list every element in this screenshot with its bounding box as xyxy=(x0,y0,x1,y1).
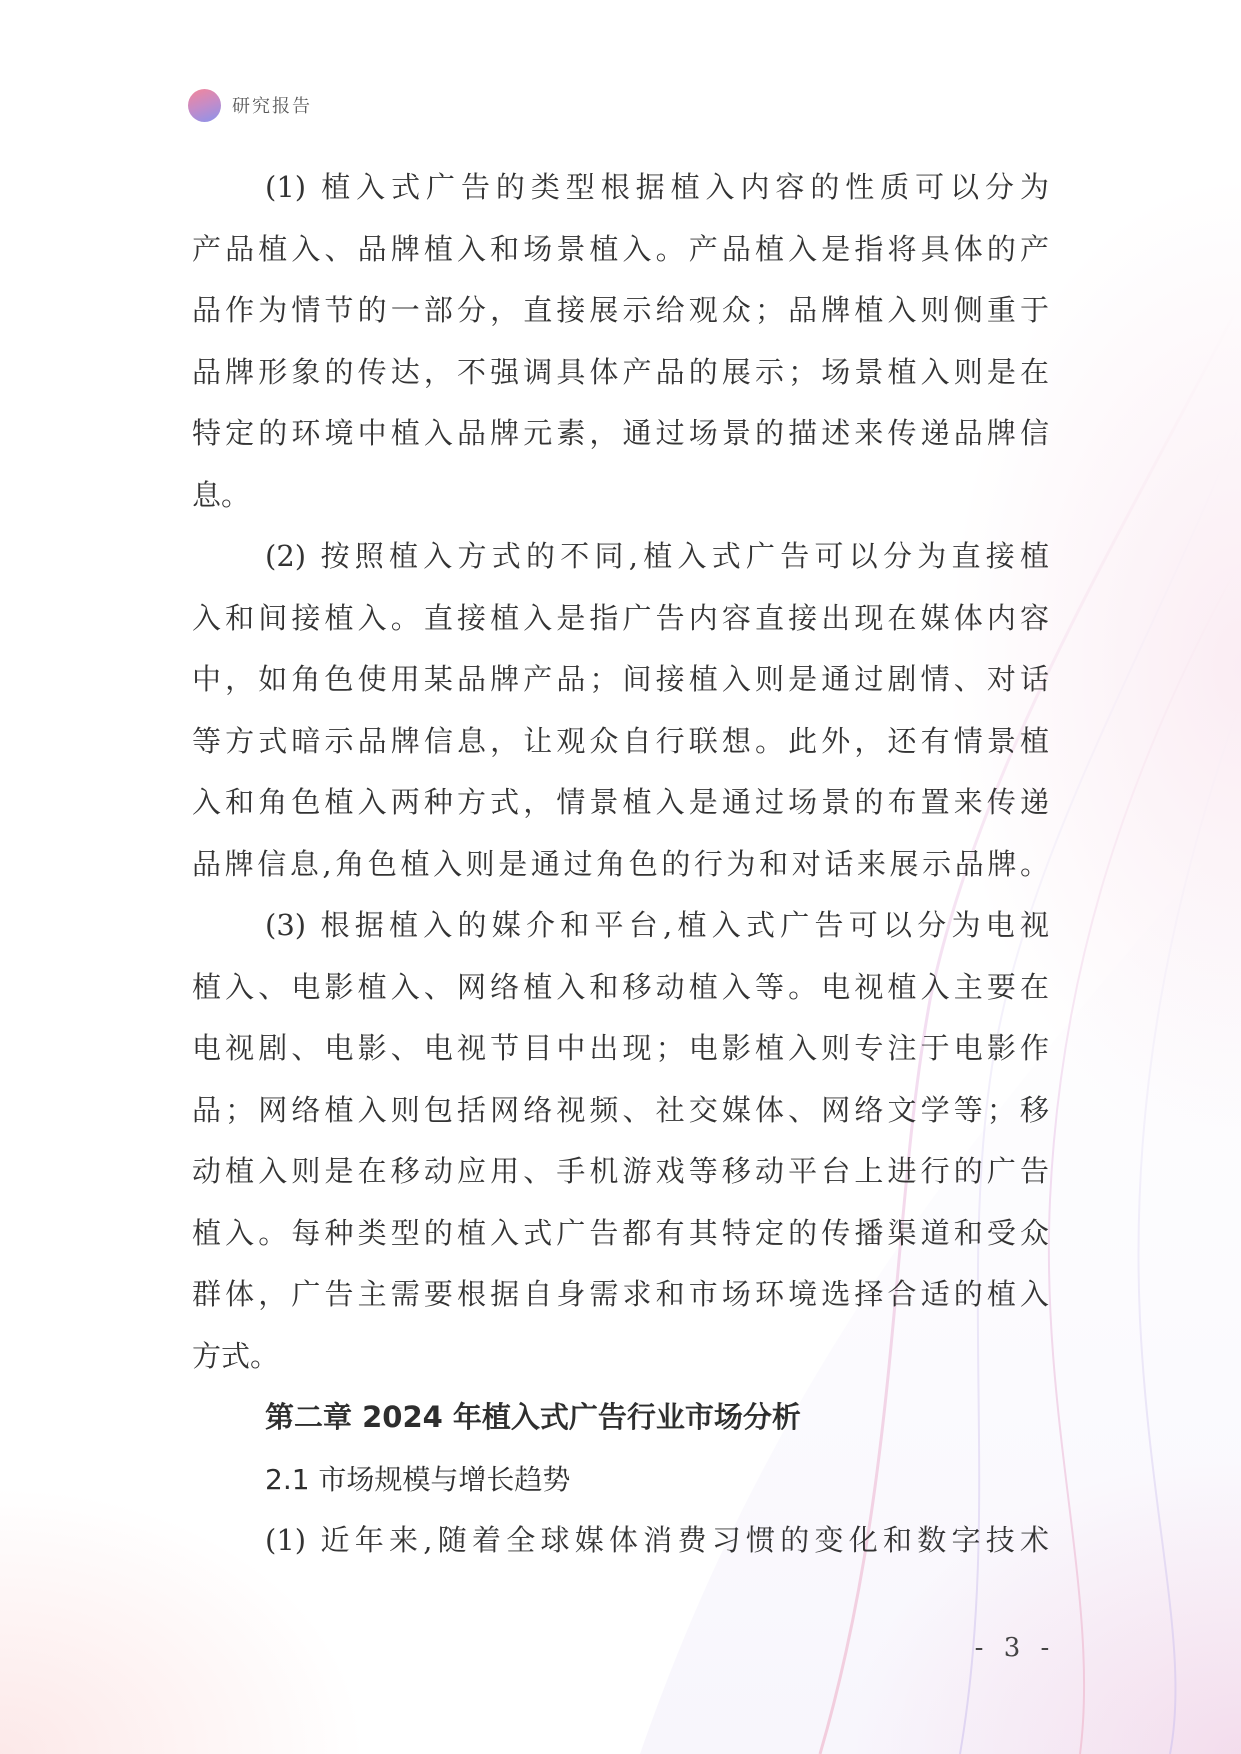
page-number: - 3 - xyxy=(974,1633,1056,1663)
paragraph-line: (3) 根据植入的媒介和平台,植入式广告可以分为电视 xyxy=(265,908,1049,942)
paragraph-line: 植入、电影植入、网络植入和移动植入等。电视植入主要在 xyxy=(192,969,1049,1004)
brand-logo-circle-icon xyxy=(188,89,221,122)
report-header xyxy=(188,88,312,122)
paragraph-line: (1) 近年来,随着全球媒体消费习惯的变化和数字技术 xyxy=(265,1523,1049,1557)
chapter-heading: 第二章 2024 年植入式广告行业市场分析 xyxy=(265,1400,801,1434)
header-title: 研究报告 xyxy=(232,96,312,117)
paragraph-4 xyxy=(192,1510,1049,1572)
paragraph-line: 品牌形象的传达，不强调具体产品的展示；场景植入则是在 xyxy=(192,354,1049,389)
paragraph-line: 息。 xyxy=(192,477,251,512)
paragraph-line: 品作为情节的一部分，直接展示给观众；品牌植入则侧重于 xyxy=(192,293,1049,327)
paragraph-line: 品；网络植入则包括网络视频、社交媒体、网络文学等；移 xyxy=(192,1092,1049,1127)
paragraph-line: 入和间接植入。直接植入是指广告内容直接出现在媒体内容 xyxy=(192,600,1049,635)
paragraph-line: 品牌信息,角色植入则是通过角色的行为和对话来展示品牌。 xyxy=(192,846,1049,881)
paragraph-2 xyxy=(192,526,1049,895)
section-subheading: 2.1 市场规模与增长趋势 xyxy=(265,1462,571,1496)
paragraph-line: (2) 按照植入方式的不同,植入式广告可以分为直接植 xyxy=(265,539,1049,573)
paragraph-line: 等方式暗示品牌信息，让观众自行联想。此外，还有情景植 xyxy=(192,723,1049,758)
paragraph-1 xyxy=(192,157,1049,526)
document-body xyxy=(192,157,1049,1572)
paragraph-line: 电视剧、电影、电视节目中出现；电影植入则专注于电影作 xyxy=(192,1031,1049,1065)
paragraph-line: (1) 植入式广告的类型根据植入内容的性质可以分为 xyxy=(265,170,1049,204)
paragraph-line: 入和角色植入两种方式，情景植入是通过场景的布置来传递 xyxy=(192,785,1049,819)
paragraph-line: 动植入则是在移动应用、手机游戏等移动平台上进行的广告 xyxy=(192,1154,1049,1188)
paragraph-line: 特定的环境中植入品牌元素，通过场景的描述来传递品牌信 xyxy=(192,416,1049,450)
paragraph-line: 中，如角色使用某品牌产品；间接植入则是通过剧情、对话 xyxy=(192,662,1049,696)
paragraph-line: 方式。 xyxy=(192,1338,280,1373)
paragraph-line: 植入。每种类型的植入式广告都有其特定的传播渠道和受众 xyxy=(192,1215,1049,1250)
paragraph-3 xyxy=(192,895,1049,1387)
paragraph-line: 产品植入、品牌植入和场景植入。产品植入是指将具体的产 xyxy=(192,231,1049,266)
paragraph-line: 群体，广告主需要根据自身需求和市场环境选择合适的植入 xyxy=(192,1277,1049,1311)
